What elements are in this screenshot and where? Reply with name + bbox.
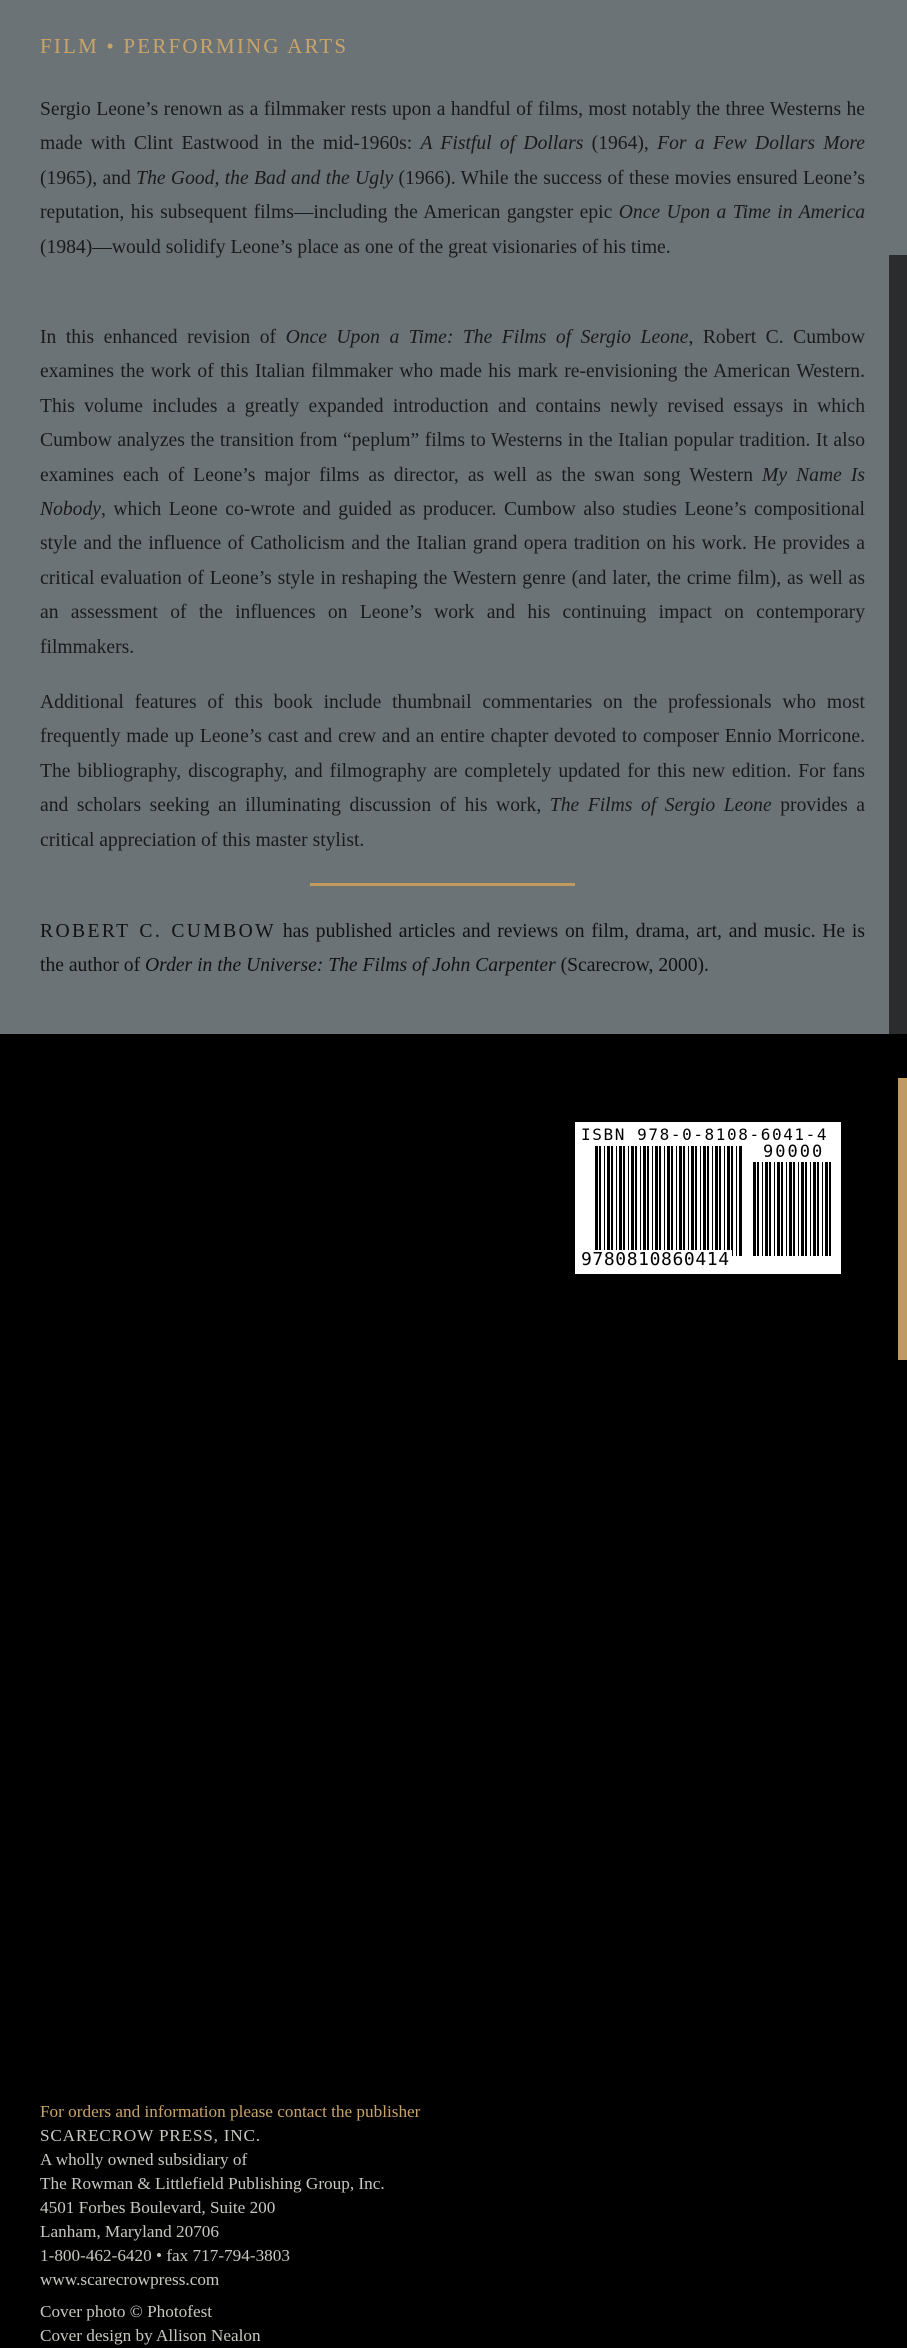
italic-title: The Films of Sergio Leone bbox=[549, 795, 772, 817]
publisher-parent: The Rowman & Littlefield Publishing Group, Inc. bbox=[40, 2174, 385, 2193]
barcode-bar bbox=[691, 1146, 694, 1256]
barcode-bar bbox=[599, 1146, 601, 1256]
barcode-bar bbox=[825, 1162, 828, 1256]
description-panel bbox=[0, 0, 907, 1034]
isbn-barcode bbox=[575, 1122, 841, 1274]
italic-title: For a Few Dollars More bbox=[657, 133, 865, 155]
barcode-bar bbox=[786, 1162, 787, 1256]
barcode-bar bbox=[616, 1146, 617, 1256]
description-paragraph-1 bbox=[40, 93, 865, 265]
barcode-bar bbox=[667, 1146, 670, 1256]
italic-title: Once Upon a Time: The Films of Sergio Leone bbox=[285, 327, 689, 348]
text-run: , which Leone co-wrote and guided as producer. Cumbow also studies Leone’s compositional style and the influence of Catholicism and the Italian grand opera tradition on his work. He provides a critical evaluation of Leone’s style in reshaping the Western genre (and later, the crime film), as well as an assessment of the influences on Leone’s work and his continuing impact on contemporary filmmakers. bbox=[40, 499, 865, 658]
barcode-bar bbox=[695, 1146, 697, 1256]
addon-barcode-bars bbox=[753, 1162, 833, 1256]
spine-edge-dark bbox=[889, 255, 907, 1034]
cover-design-credit: Cover design by Allison Nealon bbox=[40, 2326, 261, 2345]
barcode-bar bbox=[659, 1146, 661, 1256]
publisher-info bbox=[40, 2100, 420, 2292]
barcode-bar bbox=[635, 1146, 637, 1256]
barcode-bar bbox=[724, 1146, 725, 1256]
publisher-website[interactable]: www.scarecrowpress.com bbox=[40, 2270, 220, 2289]
barcode-bar bbox=[652, 1146, 653, 1256]
barcode-bar bbox=[757, 1162, 759, 1256]
description-paragraph-2 bbox=[40, 321, 865, 665]
barcode-bar bbox=[619, 1146, 622, 1256]
barcode-bar bbox=[810, 1162, 811, 1256]
barcode-bar bbox=[688, 1146, 689, 1256]
barcode-bar bbox=[777, 1162, 780, 1256]
barcode-bar bbox=[719, 1146, 721, 1256]
barcode-bar bbox=[736, 1146, 737, 1256]
barcode-bar bbox=[793, 1162, 795, 1256]
barcode-bar bbox=[643, 1146, 646, 1256]
barcode-bar bbox=[676, 1146, 677, 1256]
barcode-bar bbox=[753, 1162, 756, 1256]
cover-credits bbox=[40, 2300, 261, 2348]
category-label: FILM • PERFORMING ARTS bbox=[40, 34, 349, 58]
italic-title: The Good, the Bad and the Ugly bbox=[136, 167, 394, 189]
barcode-bar bbox=[727, 1146, 730, 1256]
text-run: provides a critical appreciation of this master stylist. bbox=[40, 795, 865, 851]
publisher-name: SCARECROW PRESS, INC. bbox=[40, 2126, 261, 2145]
spine-edge-gold bbox=[898, 1078, 907, 1360]
barcode-bar bbox=[769, 1162, 771, 1256]
publisher-subsidiary: A wholly owned subsidiary of bbox=[40, 2150, 248, 2169]
barcode-bar bbox=[611, 1146, 613, 1256]
barcode-bar bbox=[683, 1146, 685, 1256]
text-run: (1965), and bbox=[40, 167, 137, 189]
barcode-bar bbox=[781, 1162, 783, 1256]
barcode-bar bbox=[829, 1162, 831, 1256]
barcode-bar bbox=[765, 1162, 768, 1256]
barcode-bar bbox=[604, 1146, 605, 1256]
publisher-address-2: Lanham, Maryland 20706 bbox=[40, 2222, 219, 2241]
barcode-bar bbox=[671, 1146, 673, 1256]
italic-title: My Name Is Nobody bbox=[40, 464, 865, 521]
text-run: (1966). While the success of these movies ensured Leone’s reputation, his subsequent films—including the American gangster epic bbox=[40, 167, 865, 224]
cover-photo-credit: Cover photo © Photofest bbox=[40, 2302, 213, 2321]
barcode-bar bbox=[655, 1146, 658, 1256]
barcode-bar bbox=[817, 1162, 819, 1256]
barcode-bar bbox=[731, 1146, 733, 1256]
barcode-bar bbox=[712, 1146, 713, 1256]
ean-digits: 9780810860414 bbox=[581, 1249, 730, 1270]
italic-title: A Fistful of Dollars bbox=[420, 133, 584, 155]
barcode-bar bbox=[664, 1146, 665, 1256]
barcode-bar bbox=[822, 1162, 823, 1256]
barcode-bar bbox=[700, 1146, 701, 1256]
barcode-bar bbox=[595, 1146, 598, 1256]
barcode-bar bbox=[703, 1146, 706, 1256]
description-paragraph-3 bbox=[40, 686, 865, 858]
publisher-intro: For orders and information please contact the publisher bbox=[40, 2102, 421, 2121]
author-book-title: Order in the Universe: The Films of John Carpenter bbox=[145, 955, 556, 977]
author-bio bbox=[40, 915, 865, 984]
gold-divider bbox=[310, 883, 575, 886]
barcode-bar bbox=[739, 1146, 742, 1256]
ean-barcode-bars bbox=[595, 1146, 743, 1256]
barcode-bar bbox=[707, 1146, 709, 1256]
barcode-bar bbox=[640, 1146, 641, 1256]
text-run: (1984)—would solidify Leone’s place as one of the great visionaries of his time. bbox=[40, 236, 671, 258]
barcode-bar bbox=[623, 1146, 625, 1256]
barcode-bar bbox=[805, 1162, 807, 1256]
barcode-bar bbox=[801, 1162, 804, 1256]
text-run: (1964), bbox=[583, 133, 658, 155]
barcode-bar bbox=[774, 1162, 775, 1256]
barcode-bar bbox=[647, 1146, 649, 1256]
barcode-bar bbox=[631, 1146, 634, 1256]
text-run: , Robert C. Cumbow examines the work of this Italian filmmaker who made his mark re-envisioning the American Western. This volume includes a greatly expanded introduction and contains newly revised essays in which Cumbow analyzes the transition from “peplum” films to Westerns in the Italian popular tradition. It also examines each of Leone’s major films as director, as well as the swan song Western bbox=[40, 327, 865, 486]
author-bio-end: (Scarecrow, 2000). bbox=[555, 955, 709, 977]
barcode-bar bbox=[607, 1146, 610, 1256]
text-run: Sergio Leone’s renown as a filmmaker rests upon a handful of films, most notably the three Westerns he made with Clint Eastwood in the mid-1960s: bbox=[40, 99, 865, 155]
addon-digits: 90000 bbox=[763, 1142, 825, 1162]
barcode-bar bbox=[679, 1146, 682, 1256]
isbn-label: ISBN 978-0-8108-6041-4 bbox=[581, 1125, 829, 1144]
publisher-phone: 1-800-462-6420 • fax 717-794-3803 bbox=[40, 2246, 290, 2265]
barcode-bar bbox=[628, 1146, 629, 1256]
barcode-bar bbox=[789, 1162, 792, 1256]
text-run: In this enhanced revision of bbox=[40, 327, 286, 348]
barcode-bar bbox=[715, 1146, 718, 1256]
barcode-bar bbox=[813, 1162, 816, 1256]
italic-title: Once Upon a Time in America bbox=[618, 202, 865, 224]
barcode-bar bbox=[798, 1162, 799, 1256]
author-name: ROBERT C. CUMBOW bbox=[40, 921, 277, 942]
publisher-address-1: 4501 Forbes Boulevard, Suite 200 bbox=[40, 2198, 276, 2217]
barcode-bar bbox=[762, 1162, 763, 1256]
text-run: Additional features of this book include thumbnail commentaries on the professionals who most frequently made up Leone’s cast and crew and an entire chapter devoted to composer Ennio Morricone. The bibliography, discography, and filmography are completely updated for this new edition. For fans and scholars seeking an illuminating discussion of his work, bbox=[40, 692, 865, 817]
author-bio-text: has published articles and reviews on film, drama, art, and music. He is the author of bbox=[40, 921, 865, 977]
